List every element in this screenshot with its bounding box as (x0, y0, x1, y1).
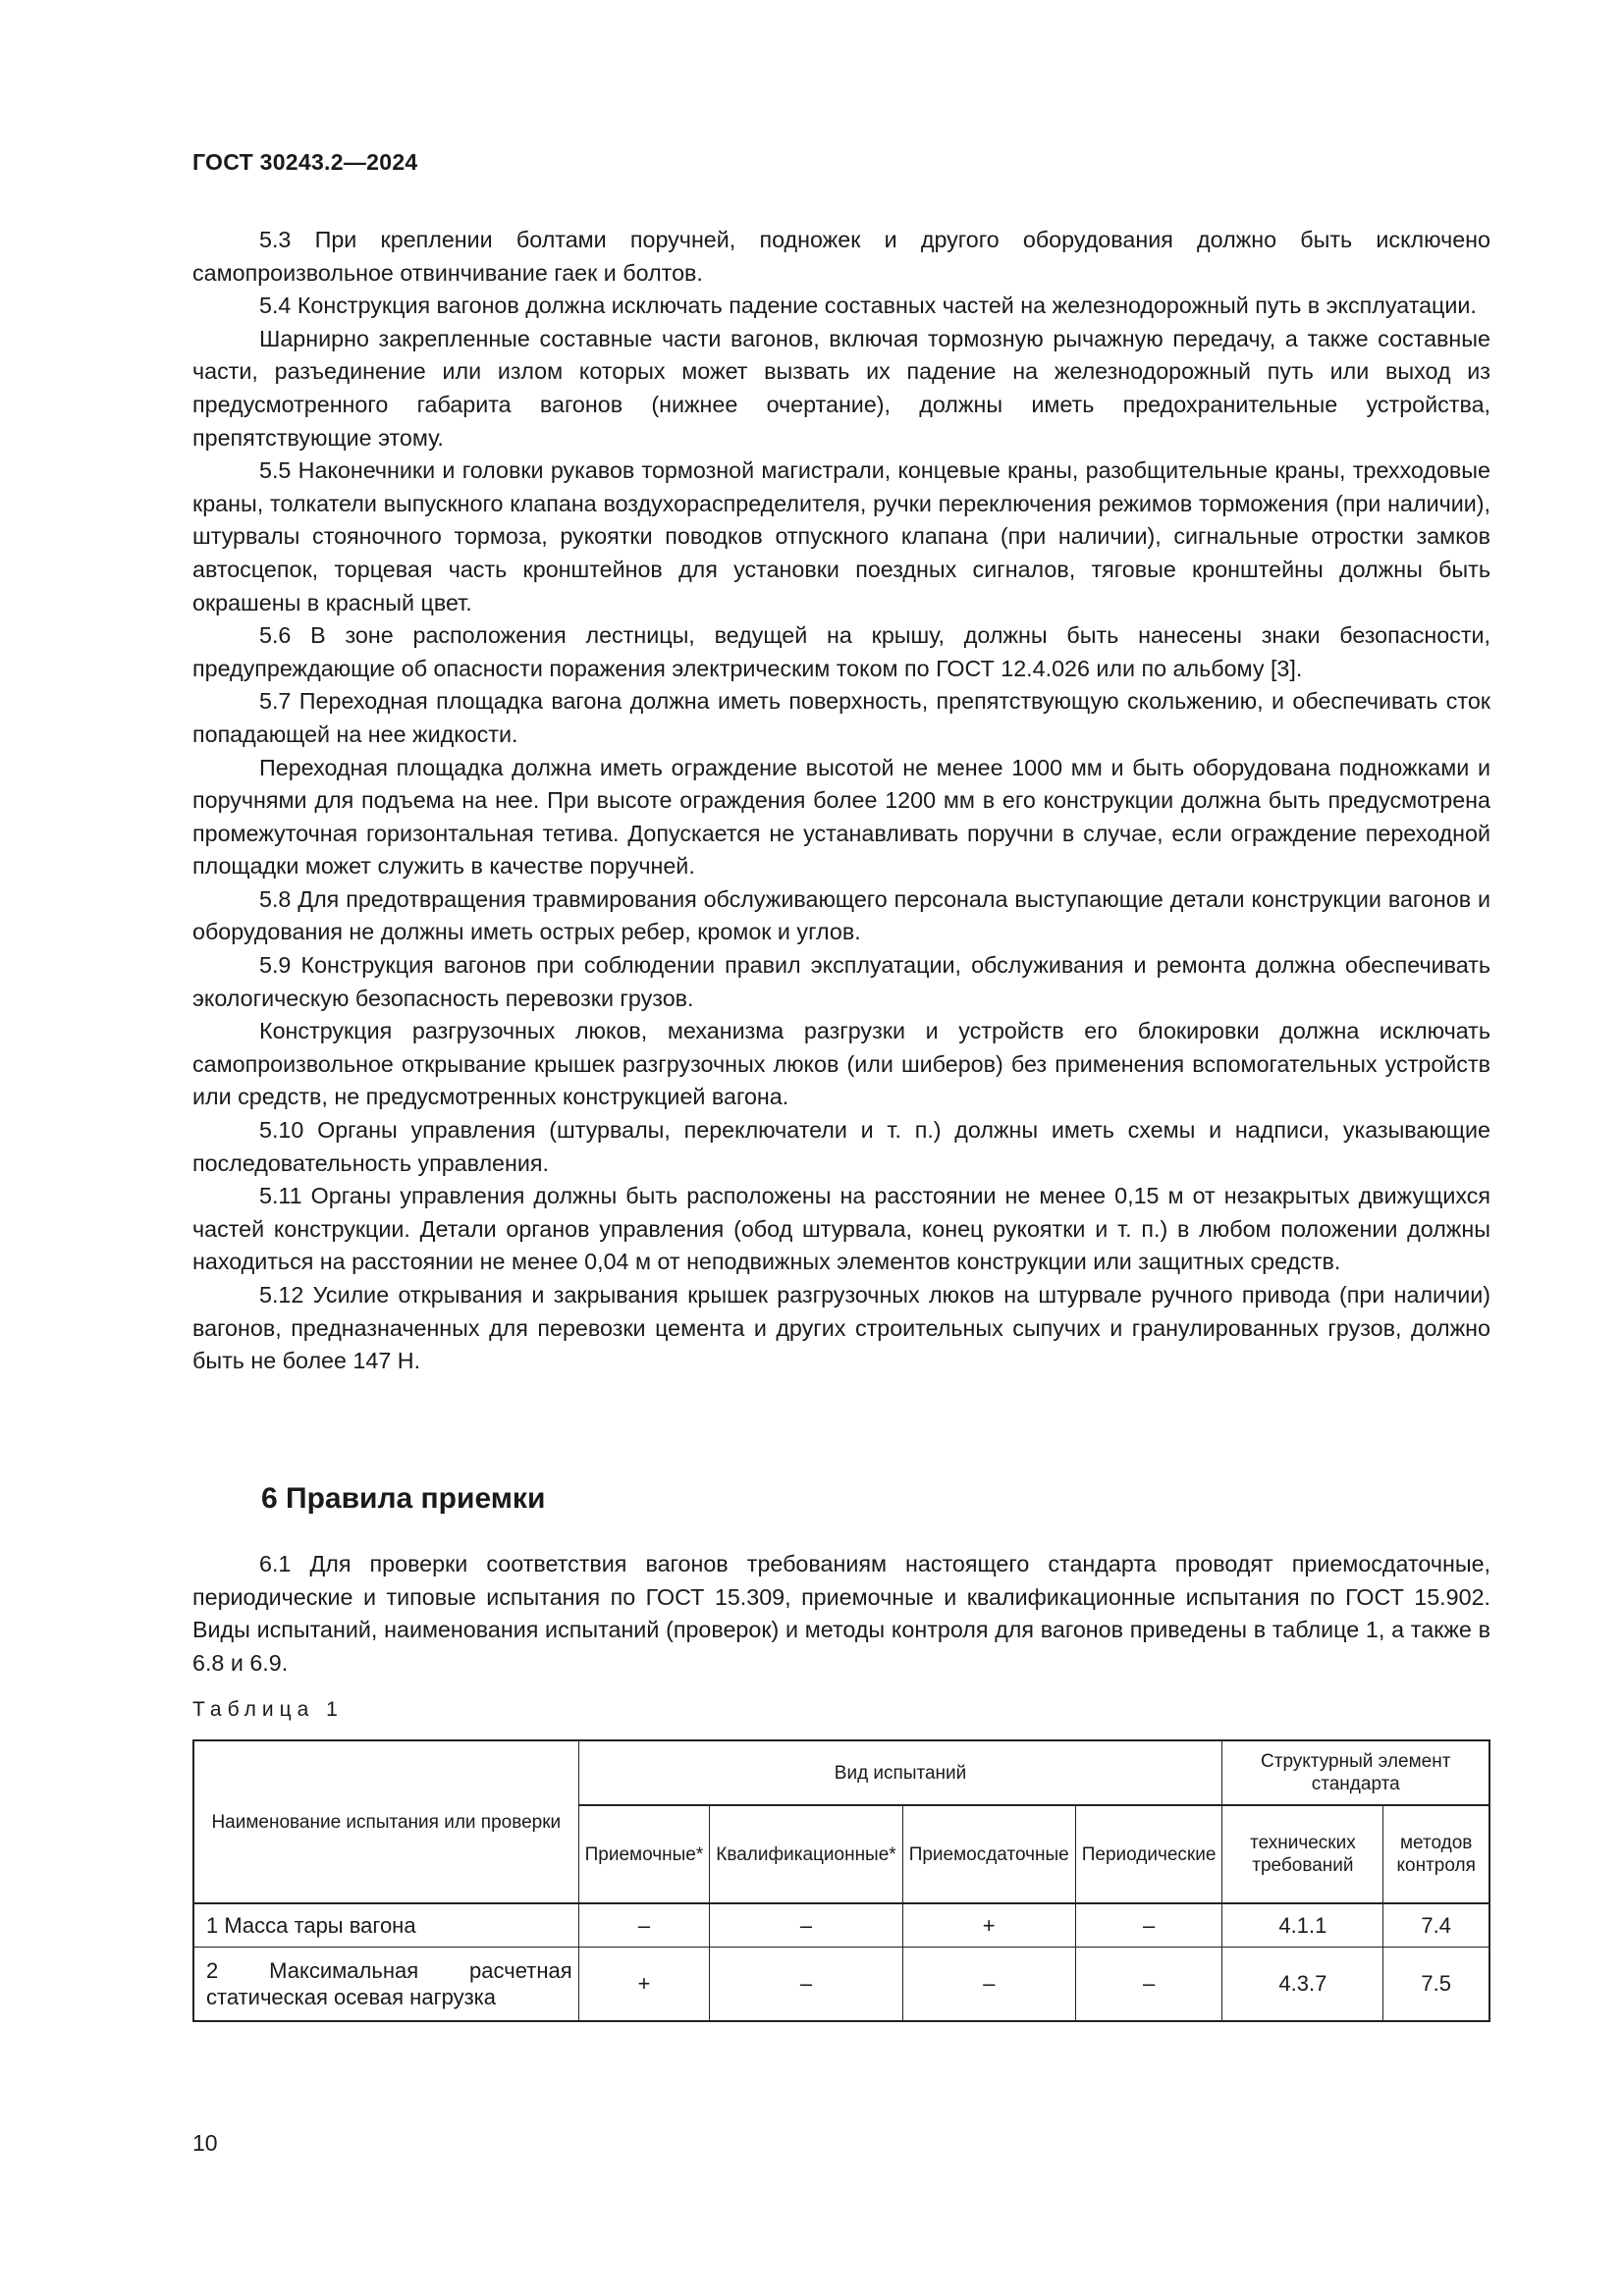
paragraph-5-9: 5.9 Конструкция вагонов при соблюдении правил эксплуатации, обслуживания и ремонта должна обеспечивать экологическую безопасность перевозки грузов. (192, 952, 1490, 1011)
header-delivery: Приемосдаточные (902, 1805, 1075, 1903)
table-caption: Таблица 1 (192, 1698, 344, 1721)
cell-qualification: – (710, 1947, 902, 2021)
cell-methods: 7.5 (1383, 1947, 1489, 2021)
table-1 (192, 1739, 1490, 2022)
paragraph-5-4: 5.4 Конструкция вагонов должна исключать падение составных частей на железнодорожный путь в эксплуатации. (259, 293, 1477, 319)
paragraph-5-12: 5.12 Усилие открывания и закрывания крышек разгрузочных люков на штурвале ручного привода (при наличии) вагонов, предназначенных для перевозки цемента и других строительных сыпучих и гранулированных грузов, должно быть не более 147 Н. (192, 1282, 1490, 1374)
header-tech-requirements: технических требований (1222, 1805, 1383, 1903)
paragraph-5-4-cont: Шарнирно закрепленные составные части вагонов, включая тормозную рычажную передачу, а также составные части, разъединение или излом которых может вызвать их падение на железнодорожный путь или выход из предусмотренного габарита вагонов (нижнее очертание), должны иметь предохранительные устройства, препятствующие этому. (192, 325, 1490, 451)
header-qualification: Квалификационные* (710, 1805, 902, 1903)
cell-periodic: – (1075, 1903, 1222, 1947)
paragraph-5-6: 5.6 В зоне расположения лестницы, ведущей на крышу, должны быть нанесены знаки безопасности, предупреждающие об опасности поражения электрическим током по ГОСТ 12.4.026 или по альбому [3]. (192, 622, 1490, 681)
cell-periodic: – (1075, 1947, 1222, 2021)
cell-acceptance: + (578, 1947, 710, 2021)
paragraph-5-7: 5.7 Переходная площадка вагона должна иметь поверхность, препятствующую скольжению, и обеспечивать сток попадающей на нее жидкости. (192, 688, 1490, 747)
paragraph-5-7-cont: Переходная площадка должна иметь ограждение высотой не менее 1000 мм и быть оборудована подножками и поручнями для подъема на нее. При высоте ограждения более 1200 мм в его конструкции должна быть предусмотрена промежуточная горизонтальная тетива. Допускается не устанавливать поручни в случае, если ограждение переходной площадки может служить в качестве поручней. (192, 754, 1490, 880)
paragraph-5-3: 5.3 При креплении болтами поручней, подножек и другого оборудования должно быть исключено самопроизвольное отвинчивание гаек и болтов. (192, 227, 1490, 286)
section5-body (192, 224, 1490, 1378)
cell-delivery: – (902, 1947, 1075, 2021)
table-row (193, 1947, 1489, 2021)
cell-delivery: + (902, 1903, 1075, 1947)
cell-tech-req: 4.1.1 (1222, 1903, 1383, 1947)
header-control-methods: методов контроля (1383, 1805, 1489, 1903)
row-name: 1 Масса тары вагона (193, 1903, 578, 1947)
header-structural-element: Структурный элемент стандарта (1222, 1740, 1489, 1805)
paragraph-5-10: 5.10 Органы управления (штурвалы, переключатели и т. п.) должны иметь схемы и надписи, указывающие последовательность управления. (192, 1117, 1490, 1176)
header-acceptance: Приемочные* (578, 1805, 710, 1903)
table-row (193, 1903, 1489, 1947)
row-name: 2 Максимальная расчетная статическая осевая нагрузка (193, 1947, 578, 2021)
cell-methods: 7.4 (1383, 1903, 1489, 1947)
cell-qualification: – (710, 1903, 902, 1947)
header-test-types: Вид испытаний (578, 1740, 1222, 1805)
paragraph-5-8: 5.8 Для предотвращения травмирования обслуживающего персонала выступающие детали конструкции вагонов и оборудования не должны иметь острых ребер, кромок и углов. (192, 885, 1490, 945)
section-6-heading: 6 Правила приемки (261, 1482, 546, 1515)
paragraph-5-11: 5.11 Органы управления должны быть расположены на расстоянии не менее 0,15 м от незакрытых движущихся частей конструкции. Детали органов управления (обод штурвала, конец рукоятки и т. п.) в любом положении должны находиться на расстоянии не менее 0,04 м от неподвижных элементов конструкции или защитных средств. (192, 1183, 1490, 1275)
cell-tech-req: 4.3.7 (1222, 1947, 1383, 2021)
header-periodic: Периодические (1075, 1805, 1222, 1903)
page-number: 10 (192, 2130, 218, 2156)
paragraph-6-1: 6.1 Для проверки соответствия вагонов требованиям настоящего стандарта проводят приемосдаточные, периодические и типовые испытания по ГОСТ 15.309, приемочные и квалификационные испытания по ГОСТ 15.902. Виды испытаний, наименования испытаний (проверок) и методы контроля для вагонов приведены в таблице 1, а также в 6.8 и 6.9. (192, 1551, 1490, 1676)
paragraph-5-9-cont: Конструкция разгрузочных люков, механизма разгрузки и устройств его блокировки должна исключать самопроизвольное открывание крышек разгрузочных люков (или шиберов) без применения вспомогательных устройств или средств, не предусмотренных конструкцией вагона. (192, 1018, 1490, 1110)
header-test-name: Наименование испытания или проверки (193, 1740, 578, 1903)
document-header: ГОСТ 30243.2—2024 (192, 149, 418, 175)
cell-acceptance: – (578, 1903, 710, 1947)
paragraph-5-5: 5.5 Наконечники и головки рукавов тормозной магистрали, концевые краны, разобщительные краны, трехходовые краны, толкатели выпускного клапана воздухораспределителя, ручки переключения режимов торможения (при наличии), штурвалы стояночного тормоза, рукоятки поводков отпускного клапана (при наличии), сигнальные отростки замков автосцепок, торцевая часть кронштейнов для установки поездных сигналов, тяговые кронштейны должны быть окрашены в красный цвет. (192, 457, 1490, 615)
